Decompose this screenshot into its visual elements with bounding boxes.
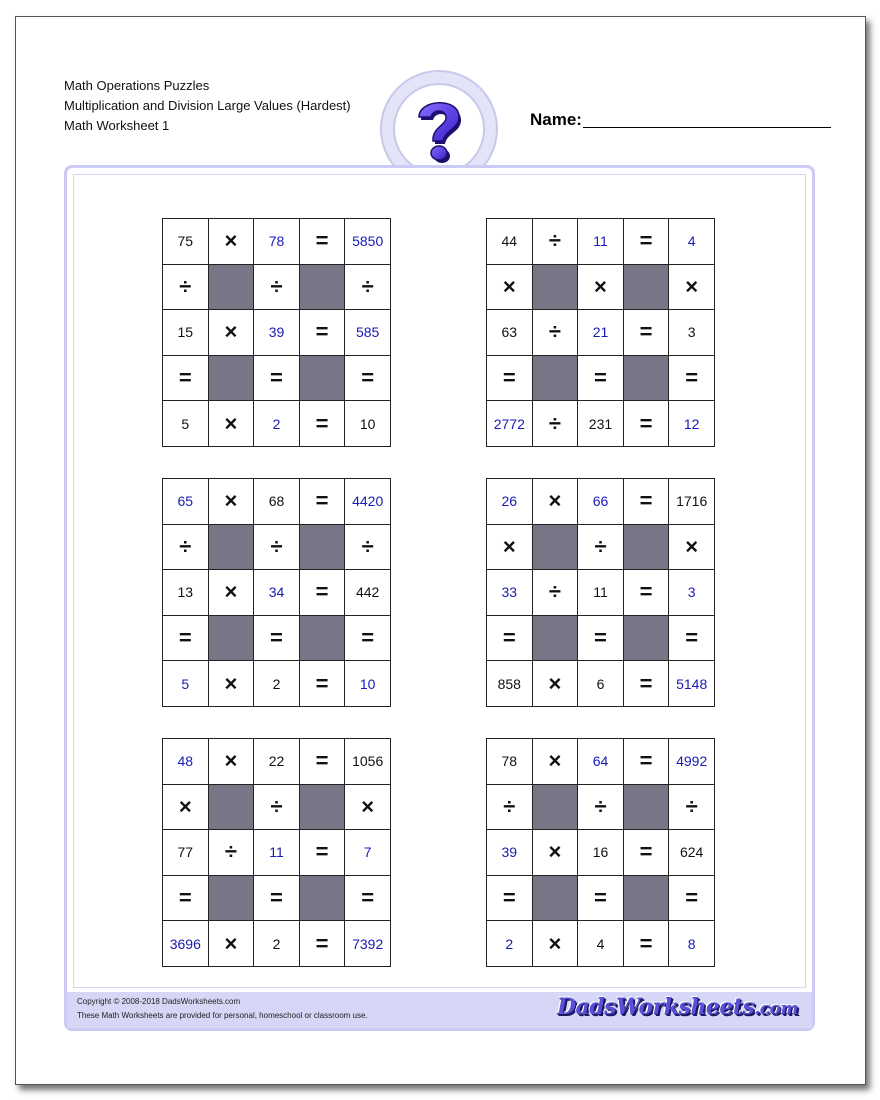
answer-cell: 48 (163, 739, 209, 785)
answer-cell: 64 (578, 739, 624, 785)
shaded-cell (533, 265, 579, 311)
given-cell: 1716 (669, 479, 715, 525)
operator-cell: = (300, 739, 346, 785)
operator-cell: = (300, 401, 346, 447)
shaded-cell (624, 616, 670, 662)
answer-cell: 39 (487, 830, 533, 876)
operator-cell: = (669, 356, 715, 402)
answer-cell: 5148 (669, 661, 715, 707)
shaded-cell (209, 785, 255, 831)
operator-cell: = (487, 616, 533, 662)
answer-cell: 585 (345, 310, 391, 356)
answer-cell: 3696 (163, 921, 209, 967)
name-label: Name: (530, 110, 582, 129)
shaded-cell (209, 356, 255, 402)
operator-cell: = (624, 219, 670, 265)
puzzle-3 (162, 478, 391, 707)
answer-cell: 34 (254, 570, 300, 616)
shaded-cell (300, 785, 346, 831)
usage-notice: These Math Worksheets are provided for personal, homeschool or classroom use. (77, 1011, 368, 1020)
given-cell: 2 (254, 661, 300, 707)
answer-cell: 11 (578, 219, 624, 265)
answer-cell: 66 (578, 479, 624, 525)
operator-cell: = (578, 616, 624, 662)
answer-cell: 78 (254, 219, 300, 265)
copyright-text: Copyright © 2008-2018 DadsWorksheets.com (77, 997, 241, 1006)
puzzle-4 (486, 478, 715, 707)
shaded-cell (624, 265, 670, 311)
operator-cell: ÷ (345, 525, 391, 571)
operator-cell: = (163, 616, 209, 662)
given-cell: 624 (669, 830, 715, 876)
puzzle-1 (162, 218, 391, 447)
operator-cell: = (345, 616, 391, 662)
operator-cell: = (345, 356, 391, 402)
operator-cell: = (624, 310, 670, 356)
answer-cell: 65 (163, 479, 209, 525)
shaded-cell (209, 616, 255, 662)
operator-cell: ÷ (254, 785, 300, 831)
given-cell: 858 (487, 661, 533, 707)
operator-cell: × (533, 830, 579, 876)
shaded-cell (300, 616, 346, 662)
shaded-cell (533, 616, 579, 662)
operator-cell: × (487, 265, 533, 311)
given-cell: 11 (578, 570, 624, 616)
shaded-cell (209, 876, 255, 922)
operator-cell: ÷ (533, 401, 579, 447)
operator-cell: ÷ (163, 265, 209, 311)
operator-cell: = (163, 876, 209, 922)
operator-cell: = (669, 876, 715, 922)
operator-cell: ÷ (487, 785, 533, 831)
dadsworksheets-logo: DadsWorksheets.com (556, 994, 798, 1020)
operator-cell: × (533, 479, 579, 525)
operator-cell: ÷ (345, 265, 391, 311)
operator-cell: × (209, 739, 255, 785)
footer (67, 992, 812, 1028)
operator-cell: ÷ (209, 830, 255, 876)
operator-cell: = (487, 876, 533, 922)
operator-cell: × (209, 661, 255, 707)
answer-cell: 7 (345, 830, 391, 876)
given-cell: 3 (669, 310, 715, 356)
operator-cell: = (669, 616, 715, 662)
operator-cell: × (209, 310, 255, 356)
operator-cell: × (533, 921, 579, 967)
puzzle-5 (162, 738, 391, 967)
shaded-cell (209, 265, 255, 311)
given-cell: 5 (163, 401, 209, 447)
given-cell: 16 (578, 830, 624, 876)
answer-cell: 5850 (345, 219, 391, 265)
operator-cell: × (209, 921, 255, 967)
operator-cell: × (533, 661, 579, 707)
operator-cell: × (209, 401, 255, 447)
answer-cell: 8 (669, 921, 715, 967)
operator-cell: ÷ (669, 785, 715, 831)
given-cell: 63 (487, 310, 533, 356)
operator-cell: = (300, 310, 346, 356)
operator-cell: × (209, 219, 255, 265)
operator-cell: = (624, 830, 670, 876)
given-cell: 75 (163, 219, 209, 265)
shaded-cell (533, 356, 579, 402)
operator-cell: ÷ (254, 265, 300, 311)
shaded-cell (624, 785, 670, 831)
given-cell: 6 (578, 661, 624, 707)
operator-cell: = (254, 356, 300, 402)
answer-cell: 10 (345, 661, 391, 707)
shaded-cell (533, 525, 579, 571)
answer-cell: 26 (487, 479, 533, 525)
operator-cell: × (163, 785, 209, 831)
given-cell: 78 (487, 739, 533, 785)
given-cell: 15 (163, 310, 209, 356)
answer-cell: 2 (254, 401, 300, 447)
name-field[interactable] (583, 127, 831, 128)
answer-cell: 4992 (669, 739, 715, 785)
operator-cell: × (669, 265, 715, 311)
operator-cell: × (533, 739, 579, 785)
answer-cell: 33 (487, 570, 533, 616)
operator-cell: ÷ (578, 785, 624, 831)
operator-cell: × (345, 785, 391, 831)
operator-cell: = (578, 356, 624, 402)
shaded-cell (624, 876, 670, 922)
operator-cell: = (300, 570, 346, 616)
operator-cell: = (300, 921, 346, 967)
operator-cell: = (300, 830, 346, 876)
worksheet-header (64, 76, 351, 136)
given-cell: 22 (254, 739, 300, 785)
given-cell: 77 (163, 830, 209, 876)
answer-cell: 2 (487, 921, 533, 967)
operator-cell: = (624, 661, 670, 707)
operator-cell: = (300, 661, 346, 707)
shaded-cell (533, 785, 579, 831)
operator-cell: × (209, 479, 255, 525)
operator-cell: ÷ (578, 525, 624, 571)
answer-cell: 39 (254, 310, 300, 356)
operator-cell: = (254, 616, 300, 662)
given-cell: 442 (345, 570, 391, 616)
answer-cell: 12 (669, 401, 715, 447)
puzzle-2 (486, 218, 715, 447)
operator-cell: = (624, 479, 670, 525)
answer-cell: 21 (578, 310, 624, 356)
given-cell: 1056 (345, 739, 391, 785)
answer-cell: 4 (669, 219, 715, 265)
operator-cell: = (300, 479, 346, 525)
operator-cell: = (163, 356, 209, 402)
operator-cell: × (487, 525, 533, 571)
given-cell: 44 (487, 219, 533, 265)
operator-cell: × (209, 570, 255, 616)
shaded-cell (209, 525, 255, 571)
operator-cell: = (624, 401, 670, 447)
worksheet-title: Math Operations Puzzles (64, 78, 210, 93)
shaded-cell (300, 876, 346, 922)
operator-cell: = (624, 921, 670, 967)
answer-cell: 4420 (345, 479, 391, 525)
given-cell: 4 (578, 921, 624, 967)
given-cell: 10 (345, 401, 391, 447)
answer-cell: 2772 (487, 401, 533, 447)
worksheet-subtitle: Multiplication and Division Large Values (Hardest) (64, 98, 351, 113)
operator-cell: = (300, 219, 346, 265)
operator-cell: × (669, 525, 715, 571)
shaded-cell (533, 876, 579, 922)
operator-cell: ÷ (533, 570, 579, 616)
operator-cell: = (624, 570, 670, 616)
shaded-cell (300, 356, 346, 402)
shaded-cell (300, 525, 346, 571)
given-cell: 13 (163, 570, 209, 616)
operator-cell: = (487, 356, 533, 402)
given-cell: 2 (254, 921, 300, 967)
answer-cell: 5 (163, 661, 209, 707)
given-cell: 231 (578, 401, 624, 447)
operator-cell: = (345, 876, 391, 922)
operator-cell: ÷ (533, 219, 579, 265)
given-cell: 68 (254, 479, 300, 525)
operator-cell: = (624, 739, 670, 785)
shaded-cell (624, 525, 670, 571)
operator-cell: ÷ (254, 525, 300, 571)
shaded-cell (300, 265, 346, 311)
puzzle-6 (486, 738, 715, 967)
operator-cell: = (578, 876, 624, 922)
answer-cell: 7392 (345, 921, 391, 967)
shaded-cell (624, 356, 670, 402)
question-mark-icon (395, 85, 483, 173)
answer-cell: 3 (669, 570, 715, 616)
operator-cell: ÷ (533, 310, 579, 356)
operator-cell: × (578, 265, 624, 311)
answer-cell: 11 (254, 830, 300, 876)
operator-cell: ÷ (163, 525, 209, 571)
worksheet-number: Math Worksheet 1 (64, 118, 170, 133)
operator-cell: = (254, 876, 300, 922)
